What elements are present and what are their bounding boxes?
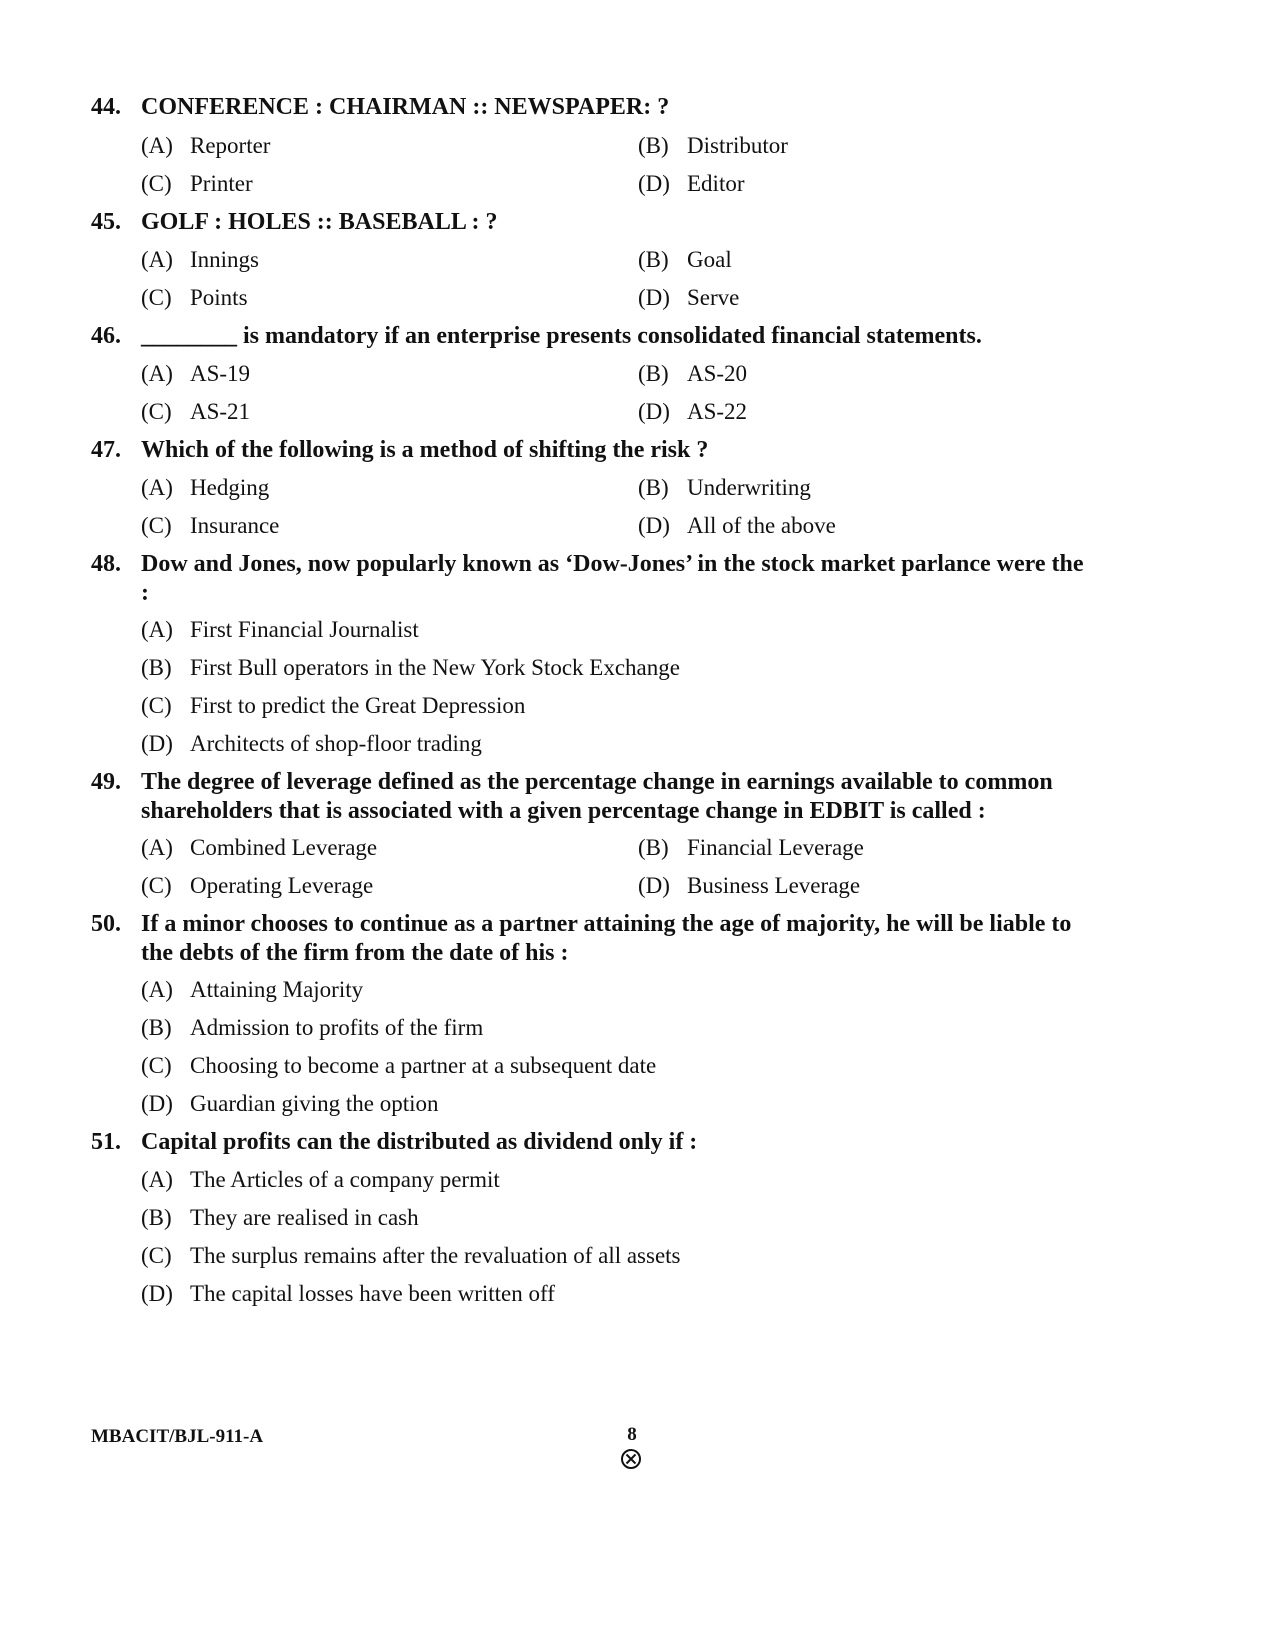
option-text: Choosing to become a partner at a subsequent date <box>190 1053 657 1078</box>
option-c <box>141 1242 681 1270</box>
question-number: 45. <box>91 209 121 235</box>
question-51 <box>91 1128 1091 1157</box>
option-a <box>141 474 269 502</box>
option-text: Hedging <box>190 475 270 500</box>
option-c <box>141 398 250 426</box>
question-text: Which of the following is a method of shifting the risk ? <box>141 437 709 463</box>
option-label: (A) <box>141 977 173 1002</box>
option-text: Business Leverage <box>687 873 861 898</box>
option-b <box>141 654 680 682</box>
option-text: Reporter <box>190 133 271 158</box>
option-text: Printer <box>190 171 253 196</box>
option-label: (C) <box>141 399 172 424</box>
question-number: 50. <box>91 911 121 937</box>
question-49 <box>91 768 1091 826</box>
question-number: 49. <box>91 769 121 795</box>
option-d <box>638 170 745 198</box>
option-label: (D) <box>638 171 670 196</box>
option-text: The surplus remains after the revaluation of all assets <box>190 1243 681 1268</box>
option-c <box>141 1052 656 1080</box>
option-label: (A) <box>141 475 173 500</box>
option-d <box>638 284 739 312</box>
option-label: (A) <box>141 1167 173 1192</box>
option-text: Innings <box>190 247 259 272</box>
question-number: 51. <box>91 1129 121 1155</box>
option-b <box>638 474 811 502</box>
option-text: Financial Leverage <box>687 835 864 860</box>
option-text: AS-20 <box>687 361 748 386</box>
option-text: Goal <box>687 247 732 272</box>
option-text: First to predict the Great Depression <box>190 693 526 718</box>
question-48 <box>91 550 1091 608</box>
option-b <box>638 834 864 862</box>
option-label: (C) <box>141 171 172 196</box>
option-label: (C) <box>141 285 172 310</box>
option-label: (C) <box>141 1053 172 1078</box>
option-d <box>638 398 747 426</box>
option-label: (D) <box>141 731 173 756</box>
option-a <box>141 360 250 388</box>
option-d <box>141 730 482 758</box>
question-text: The degree of leverage defined as the percentage change in earnings available to common shareholders that is associated with a given percentage change in EDBIT is called : <box>141 769 1053 824</box>
question-number: 44. <box>91 94 121 120</box>
option-d <box>141 1090 439 1118</box>
option-a <box>141 976 363 1004</box>
question-text: If a minor chooses to continue as a partner attaining the age of majority, he will be liable to the debts of the firm from the date of his : <box>141 911 1072 966</box>
option-text: Guardian giving the option <box>190 1091 439 1116</box>
option-label: (A) <box>141 247 173 272</box>
option-text: They are realised in cash <box>190 1205 419 1230</box>
question-number: 48. <box>91 551 121 577</box>
option-text: First Financial Journalist <box>190 617 419 642</box>
option-label: (C) <box>141 873 172 898</box>
option-text: First Bull operators in the New York Stock Exchange <box>190 655 680 680</box>
option-label: (C) <box>141 1243 172 1268</box>
option-label: (D) <box>638 285 670 310</box>
question-text: Dow and Jones, now popularly known as ‘Dow-Jones’ in the stock market parlance were the : <box>141 551 1084 606</box>
option-label: (B) <box>638 133 669 158</box>
question-text: ________ is mandatory if an enterprise presents consolidated financial statements. <box>141 323 982 349</box>
option-d <box>638 872 860 900</box>
question-44 <box>91 93 1091 122</box>
option-text: The capital losses have been written off <box>190 1281 555 1306</box>
option-label: (A) <box>141 617 173 642</box>
option-b <box>638 132 788 160</box>
option-label: (B) <box>141 1205 172 1230</box>
option-text: Distributor <box>687 133 788 158</box>
option-b <box>141 1014 483 1042</box>
option-label: (D) <box>638 399 670 424</box>
option-label: (D) <box>638 513 670 538</box>
option-c <box>141 692 525 720</box>
option-label: (C) <box>141 693 172 718</box>
option-text: Serve <box>687 285 740 310</box>
option-label: (D) <box>141 1091 173 1116</box>
option-label: (B) <box>638 835 669 860</box>
option-b <box>638 246 732 274</box>
option-label: (B) <box>638 361 669 386</box>
option-b <box>141 1204 419 1232</box>
option-text: The Articles of a company permit <box>190 1167 500 1192</box>
question-text: Capital profits can the distributed as dividend only if : <box>141 1129 698 1155</box>
option-label: (D) <box>638 873 670 898</box>
option-text: Attaining Majority <box>190 977 364 1002</box>
option-label: (A) <box>141 835 173 860</box>
option-c <box>141 284 248 312</box>
option-c <box>141 170 253 198</box>
page-number: 8 <box>627 1424 637 1445</box>
option-text: Architects of shop-floor trading <box>190 731 482 756</box>
option-text: AS-19 <box>190 361 251 386</box>
option-label: (B) <box>141 1015 172 1040</box>
question-47 <box>91 436 1091 465</box>
option-text: Combined Leverage <box>190 835 378 860</box>
option-c <box>141 872 373 900</box>
paper-code: MBACIT/BJL-911-A <box>91 1426 264 1447</box>
option-label: (B) <box>638 247 669 272</box>
option-text: Underwriting <box>687 475 811 500</box>
question-number: 46. <box>91 323 121 349</box>
option-a <box>141 246 259 274</box>
option-b <box>638 360 747 388</box>
option-d <box>638 512 836 540</box>
option-d <box>141 1280 555 1308</box>
option-c <box>141 512 279 540</box>
circled-times-icon <box>620 1448 642 1470</box>
option-text: All of the above <box>687 513 836 538</box>
question-text: CONFERENCE : CHAIRMAN :: NEWSPAPER: ? <box>141 94 670 120</box>
question-45 <box>91 208 1091 237</box>
question-text: GOLF : HOLES :: BASEBALL : ? <box>141 209 498 235</box>
option-text: Insurance <box>190 513 280 538</box>
option-text: Admission to profits of the firm <box>190 1015 484 1040</box>
option-a <box>141 132 270 160</box>
option-text: AS-21 <box>190 399 251 424</box>
option-label: (D) <box>141 1281 173 1306</box>
option-text: AS-22 <box>687 399 748 424</box>
option-a <box>141 834 377 862</box>
option-label: (B) <box>141 655 172 680</box>
option-a <box>141 616 419 644</box>
option-label: (B) <box>638 475 669 500</box>
question-number: 47. <box>91 437 121 463</box>
option-label: (C) <box>141 513 172 538</box>
option-a <box>141 1166 500 1194</box>
option-text: Operating Leverage <box>190 873 374 898</box>
option-label: (A) <box>141 361 173 386</box>
question-46 <box>91 322 1091 351</box>
question-50 <box>91 910 1091 968</box>
option-text: Points <box>190 285 248 310</box>
option-label: (A) <box>141 133 173 158</box>
option-text: Editor <box>687 171 745 196</box>
